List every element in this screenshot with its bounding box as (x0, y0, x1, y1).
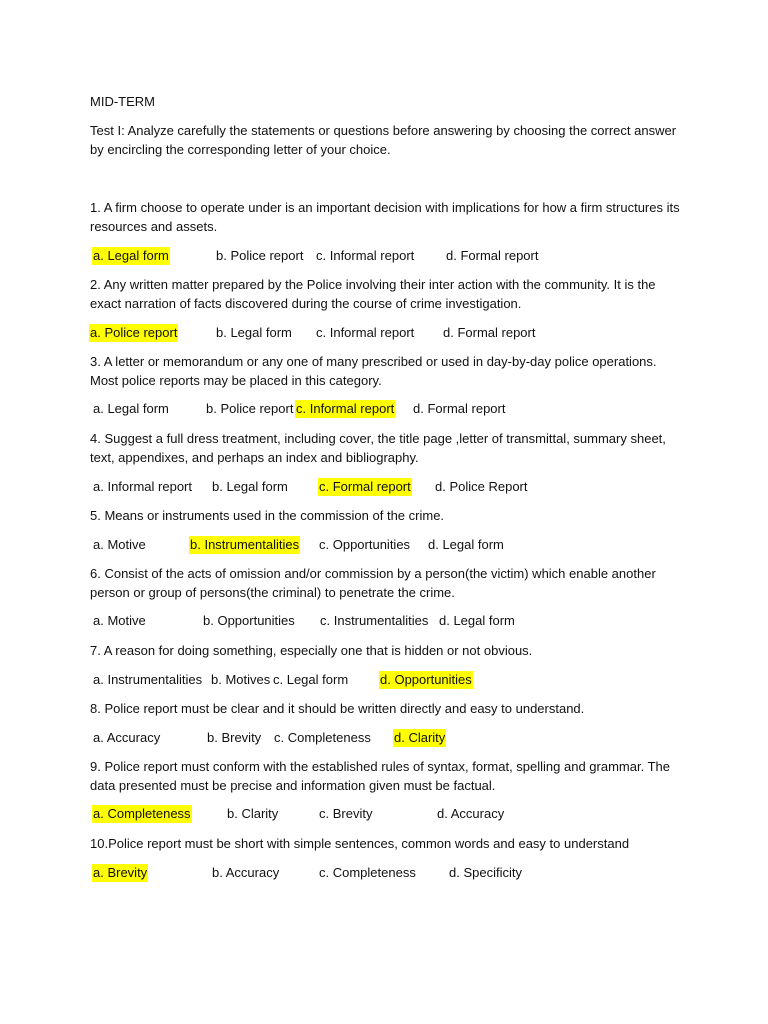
exam-title: MID-TERM (90, 94, 155, 109)
option-a: a. Police report (90, 325, 178, 340)
option-b: b. Police report (216, 248, 304, 263)
question-text: Most police reports may be placed in this category. (90, 373, 382, 388)
option-a: a. Brevity (93, 865, 148, 880)
option-c: c. Informal report (316, 248, 415, 263)
option-a: a. Motive (93, 613, 146, 628)
option-d: d. Clarity (394, 730, 446, 745)
question-text: exact narration of facts discovered during the course of crime investigation. (90, 296, 522, 311)
option-b: b. Brevity (207, 730, 262, 745)
option-c: c. Opportunities (319, 537, 411, 552)
question-text: 2. Any written matter prepared by the Police involving their inter action with the community. It is the (90, 277, 656, 292)
option-d: d. Legal form (439, 613, 515, 628)
option-c: c. Brevity (319, 806, 373, 821)
option-d: d. Police Report (435, 479, 528, 494)
option-d: d. Formal report (446, 248, 539, 263)
question-text: 9. Police report must conform with the established rules of syntax, format, spelling and grammar. The (90, 759, 670, 774)
question-text: 5. Means or instruments used in the commission of the crime. (90, 508, 445, 523)
option-a: a. Legal form (93, 248, 169, 263)
option-b: b. Motives (211, 672, 271, 687)
instructions-line-2: by encircling the corresponding letter of your choice. (90, 142, 391, 157)
question-text: 4. Suggest a full dress treatment, including cover, the title page ,letter of transmittal, summary sheet, (90, 431, 666, 446)
option-a: a. Accuracy (93, 730, 161, 745)
question-text: 1. A firm choose to operate under is an important decision with implications for how a firm structures its (90, 200, 680, 215)
question-text: 10.Police report must be short with simple sentences, common words and easy to understand (90, 836, 630, 851)
option-c: c. Instrumentalities (320, 613, 429, 628)
option-a: a. Instrumentalities (93, 672, 203, 687)
option-d: d. Legal form (428, 537, 504, 552)
question-text: 3. A letter or memorandum or any one of many prescribed or used in day-by-day police operations. (90, 354, 657, 369)
option-c: c. Completeness (319, 865, 416, 880)
option-d: d. Opportunities (380, 672, 472, 687)
option-d: d. Specificity (449, 865, 522, 880)
option-d: d. Accuracy (437, 806, 505, 821)
option-b: b. Legal form (212, 479, 288, 494)
question-text: 8. Police report must be clear and it should be written directly and easy to understand. (90, 701, 585, 716)
option-b: b. Instrumentalities (190, 537, 300, 552)
option-c: c. Informal report (296, 401, 395, 416)
option-a: a. Completeness (93, 806, 191, 821)
question-text: 7. A reason for doing something, especially one that is hidden or not obvious. (90, 643, 533, 658)
option-c: c. Formal report (319, 479, 411, 494)
question-text: resources and assets. (90, 219, 218, 234)
option-a: a. Motive (93, 537, 146, 552)
instructions-line-1: Test I: Analyze carefully the statements or questions before answering by choosing the correct answer (90, 123, 677, 138)
option-b: b. Clarity (227, 806, 279, 821)
question-text: text, appendixes, and perhaps an index and bibliography. (90, 450, 419, 465)
option-b: b. Police report (206, 401, 294, 416)
option-a: a. Informal report (93, 479, 192, 494)
option-d: d. Formal report (443, 325, 536, 340)
option-a: a. Legal form (93, 401, 169, 416)
option-c: c. Informal report (316, 325, 415, 340)
question-text: 6. Consist of the acts of omission and/or commission by a person(the victim) which enable another (90, 566, 656, 581)
option-d: d. Formal report (413, 401, 506, 416)
question-text: data presented must be precise and information given must be factual. (90, 778, 496, 793)
question-text: person or group of persons(the criminal) to penetrate the crime. (90, 585, 455, 600)
option-c: c. Legal form (273, 672, 349, 687)
option-b: b. Accuracy (212, 865, 280, 880)
option-b: b. Opportunities (203, 613, 295, 628)
option-c: c. Completeness (274, 730, 371, 745)
option-b: b. Legal form (216, 325, 292, 340)
